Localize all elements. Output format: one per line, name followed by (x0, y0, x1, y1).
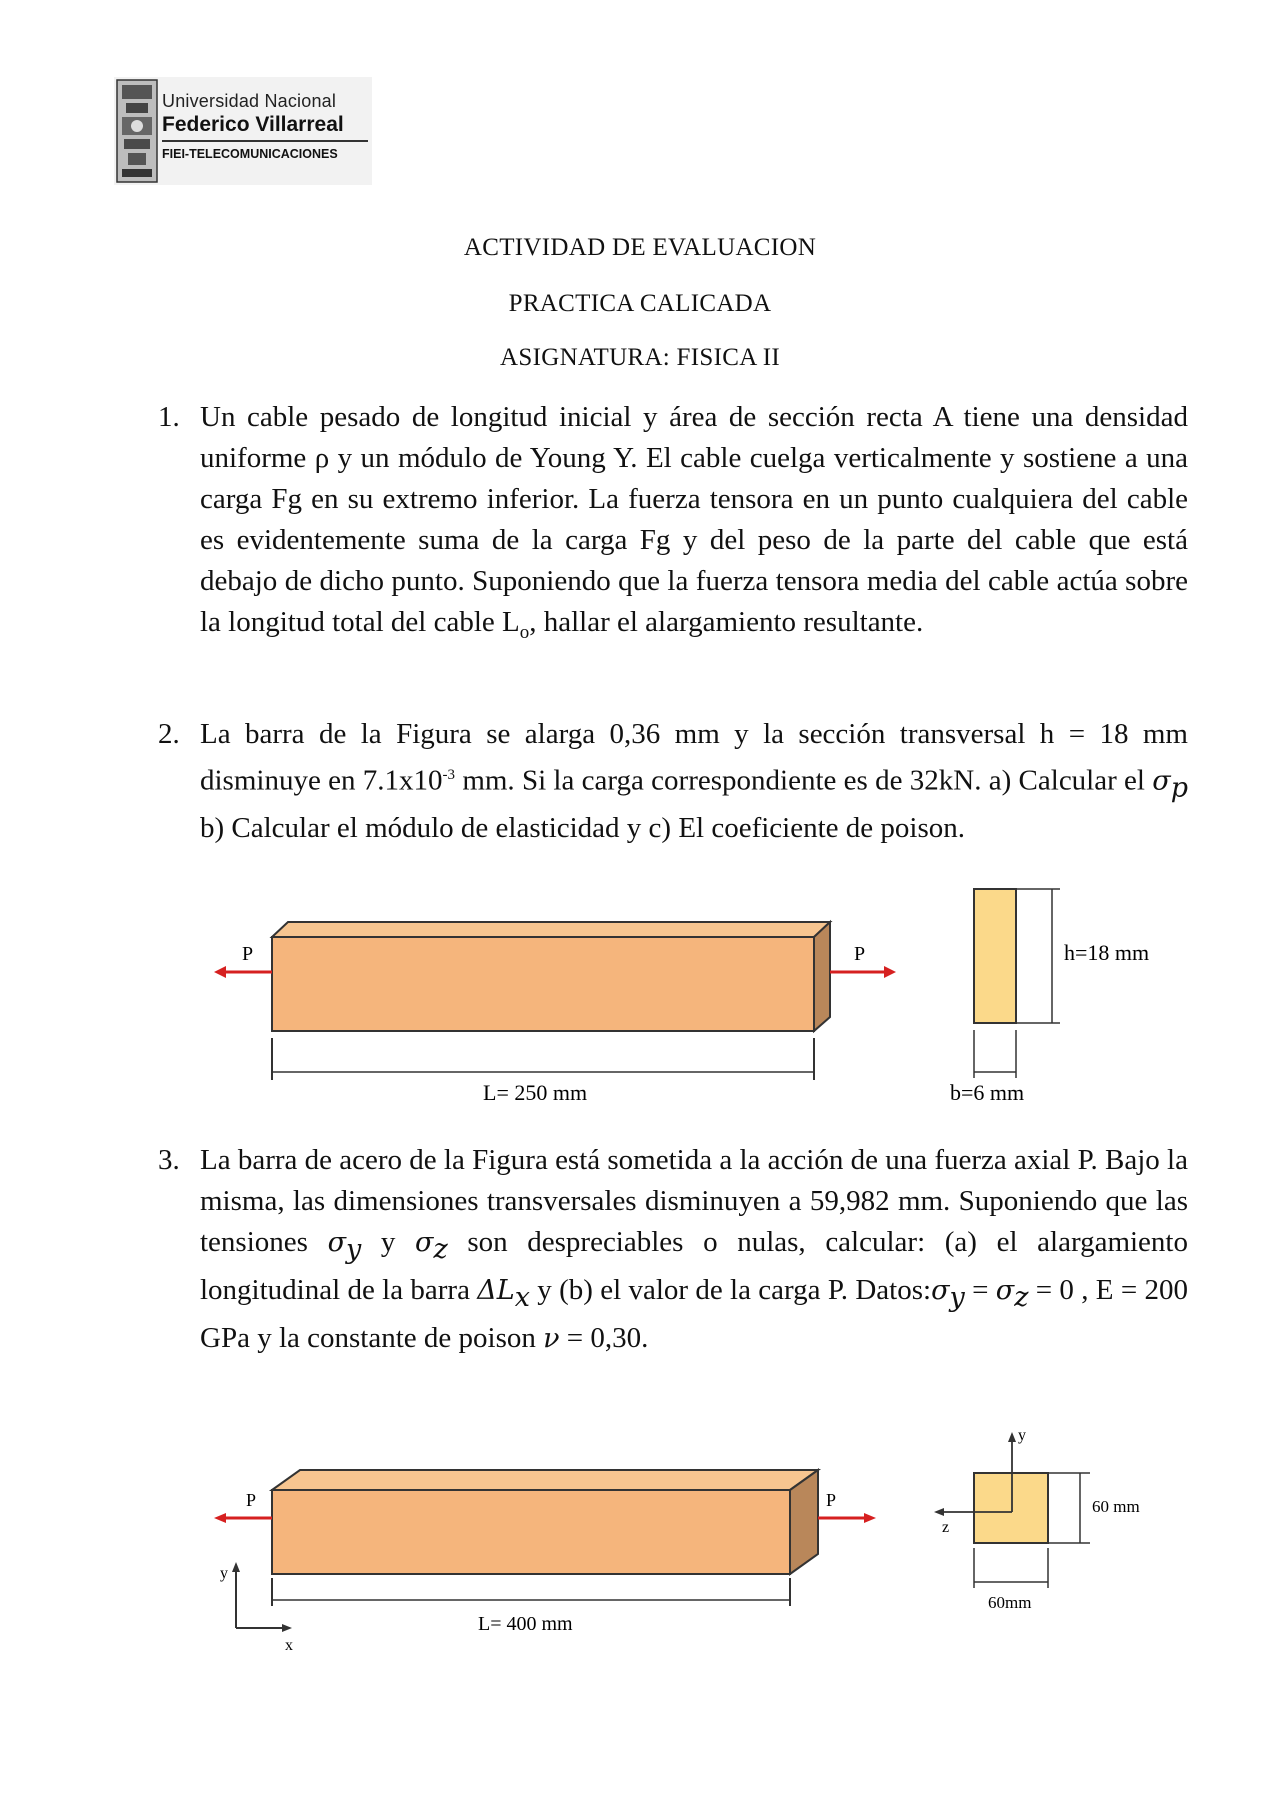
sigma-z: σ (415, 1227, 434, 1258)
problem-text: La barra de acero de la Figura está sometida a la acción de una fuerza axial P. Bajo la misma, las dimensiones transversales disminuyen a 59,982 mm. Suponiendo que las tensiones $\sigma_y$ y $\sigma_z$ son despreciables o nulas, calcular: (a) el alargamiento longitudinal de la barra $\Delta L_x$ y (b) el valor de la carga P. $Datos:\sigma_y = \sigma_z = 0$ , E = 200 GPa y la constante de poison ν = 0,30. (200, 1144, 1189, 1354)
university-logo (114, 77, 372, 185)
problem-2 (158, 714, 1188, 849)
force-arrowhead-left (214, 1513, 226, 1523)
height-label: 60 mm (1092, 1497, 1140, 1516)
problem-number: 1. (158, 401, 180, 433)
practice-title: PRACTICA CALICADA (508, 290, 772, 317)
figure-steel-bar (200, 1418, 1180, 1668)
force-arrowhead-right (884, 966, 896, 978)
problem-text: Un cable pesado de longitud inicial y área de sección recta A tiene una densidad uniforme ρ y un módulo de Young Y. El cable cuelga verticalmente y sostiene a una carga Fg en su extremo inferior. La fuerza tensora en un punto cualquiera del cable es evidentemente suma de la carga Fg y del peso de la parte del cable que está debajo de dicho punto. Suponiendo que la fuerza tensora media del cable actúa sobre la longitud total del cable $L_o$, hallar el alargamiento resultante. (200, 401, 1188, 643)
bar-side-face (814, 922, 830, 1031)
sigma-z-data: σ (995, 1274, 1015, 1306)
force-label-left: P (242, 943, 254, 965)
sigma-y-data: σ (931, 1274, 950, 1306)
force-label-left: P (246, 1490, 257, 1510)
bar-front-face (272, 1490, 790, 1574)
force-label-right: P (826, 1490, 837, 1510)
problem-1 (158, 397, 1188, 653)
problem-number: 2. (158, 718, 180, 750)
department-name: FIEI-TELECOMUNICACIONES (162, 147, 338, 161)
university-name-bold: Federico Villarreal (162, 113, 344, 136)
force-label-right: P (854, 943, 866, 965)
x-axis-arrowhead (282, 1624, 292, 1632)
section-z-arrowhead (934, 1508, 944, 1516)
university-name: Universidad Nacional (162, 91, 337, 111)
sigma-symbol: σ (1152, 765, 1171, 797)
activity-title: ACTIVIDAD DE EVALUACION (463, 234, 817, 261)
width-label: b=6 mm (950, 1080, 1025, 1105)
cross-section (974, 889, 1016, 1023)
section-y-arrowhead (1008, 1432, 1016, 1442)
section-y-label: y (1018, 1427, 1026, 1444)
problem-number: 3. (158, 1144, 180, 1176)
height-label: h=18 mm (1064, 940, 1150, 965)
y-axis-arrowhead (232, 1562, 240, 1572)
bar-top-face (272, 922, 830, 937)
width-label: 60mm (988, 1593, 1032, 1612)
cross-section (974, 1473, 1048, 1543)
figure-bar-tension (200, 880, 1180, 1110)
force-arrowhead-right (864, 1513, 876, 1523)
poisson-symbol: ν (543, 1322, 560, 1354)
sigma-y: σ (327, 1227, 346, 1258)
bar-front-face (272, 937, 814, 1031)
axis-x-label: x (285, 1637, 293, 1654)
university-emblem-icon (116, 79, 158, 183)
length-label: L= 250 mm (483, 1080, 588, 1105)
subject-title: ASIGNATURA: FISICA II (500, 344, 780, 371)
section-z-label: z (942, 1519, 950, 1536)
problem-text: La barra de la Figura se alarga 0,36 mm y la sección transversal h = 18 mm disminuye en $7.1x10^{-3}$ mm. Si la carga correspondiente es de 32kN. a) Calcular el $\sigma_p$ b) Calcular el módulo de elasticidad y c) El coeficiente de poison. (200, 718, 1189, 845)
delta-length: ΔL (477, 1274, 515, 1306)
bar-top-face (272, 1470, 818, 1490)
logo-divider (162, 140, 368, 142)
problem-3 (158, 1140, 1188, 1359)
axis-y-label: y (220, 1565, 228, 1582)
force-arrowhead-left (214, 966, 226, 978)
length-label: L= 400 mm (478, 1613, 573, 1635)
